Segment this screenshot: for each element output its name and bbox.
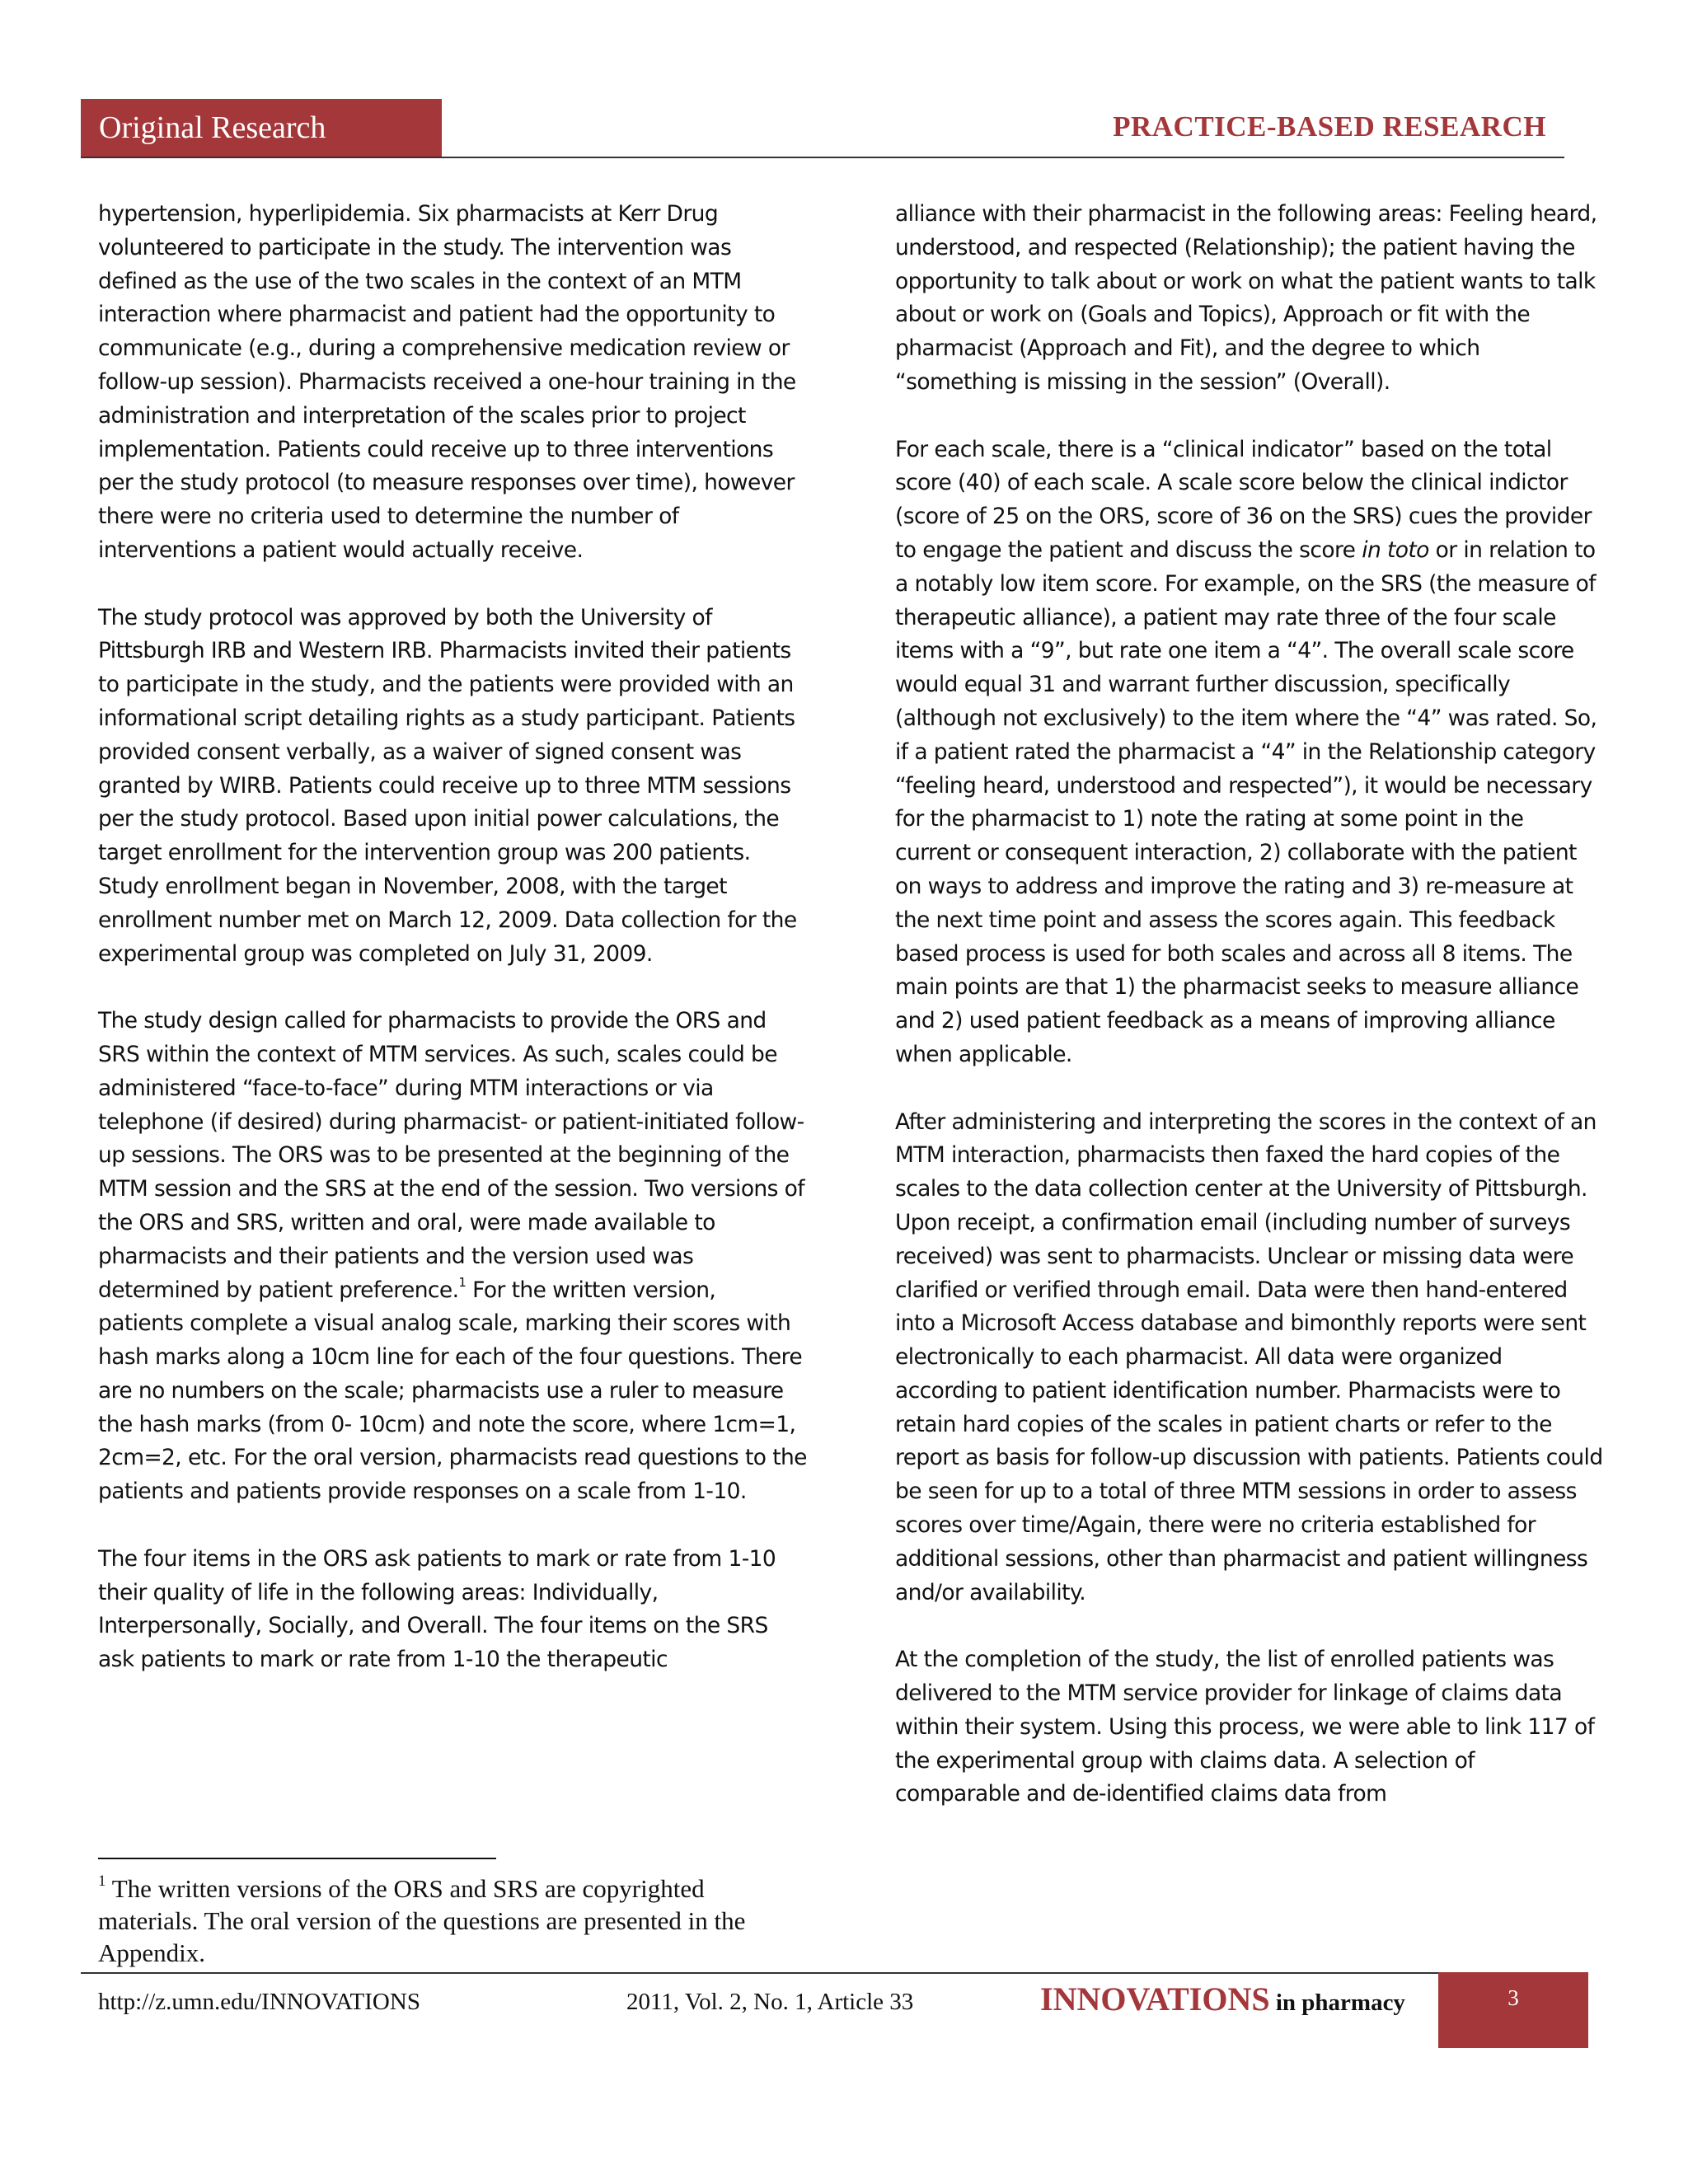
right-paragraph-3: After administering and interpreting the scores in the context of an MTM interaction, pharmacists then faxed the hard copies of the scales to the data collection center at the University of Pittsburgh. Upon receipt, a confirmation email (including number of surveys received) was sent to pharmacists. Unclear or missing data were clarified or verified through email. Data were then hand-entered into a Microsoft Access database and bimonthly reports were sent electronically to each pharmacist. All data were organized according to patient identification number. Pharmacists were to retain hard copies of the scales in patient charts or refer to the report as basis for follow-up discussion with patients. Patients could be seen for up to a total of three MTM sessions in order to assess scores over time/Again, there were no criteria established for additional sessions, other than pharmacist and patient willingness and/or availability.: [895, 1108, 1603, 1605]
section-label: Original Research: [81, 99, 442, 157]
right-paragraph-1: alliance with their pharmacist in the following areas: Feeling heard, understood, and respected (Relationship); the patient having the opportunity to talk about or work on what the patient wants to talk about or work on (Goals and Topics), Approach or fit with the pharmacist (Approach and Fit), and the degree to which “something is missing in the session” (Overall).: [895, 201, 1597, 395]
right-paragraph-2-text-a: For each scale, there is a “clinical indicator” based on the total score (40) of each scale. A scale score below the clinical indictor (score of 25 on the ORS, score of 36 on the SRS) cues the provider to engage the patient and discuss the score: [895, 436, 1592, 563]
journal-suffix: in pharmacy: [1269, 1990, 1405, 2016]
left-paragraph-3: [98, 1005, 807, 1509]
footer-url-link[interactable]: http://z.umn.edu/INNOVATIONS: [98, 1989, 420, 2015]
footnote-marker: 1: [98, 1872, 106, 1890]
header-divider: [81, 157, 1564, 158]
right-paragraph-2-text-b: or in relation to a notably low item score. For example, on the SRS (the measure of therapeutic alliance), a patient may rate three of the four scale items with a “9”, but rate one item a “4”. The overall scale score would equal 31 and warrant further discussion, specifically (although not exclusively) to the item where the “4” was rated. So, if a patient rated the pharmacist a “4” in the Relationship category “feeling heard, understood and respected”), it would be necessary for the pharmacist to 1) note the rating at some point in the current or consequent interaction, 2) collaborate with the patient on ways to address and improve the rating and 3) re-measure at the next time point and assess the scores again. This feedback based process is used for both scales and across all 8 items. The main points are that 1) the pharmacist seeks to measure alliance and 2) used patient feedback as a means of improving alliance when applicable.: [895, 537, 1597, 1067]
journal-name: [1040, 1980, 1405, 2018]
left-paragraph-4: The four items in the ORS ask patients to mark or rate from 1-10 their quality of life in the following areas: Individually, Interpersonally, Socially, and Overall. The four items on the SRS ask patients to mark or rate from 1-10 the therapeutic: [98, 1545, 776, 1673]
left-paragraph-3-text-a: The study design called for pharmacists to provide the ORS and SRS within the context of MTM services. As such, scales could be administered “face-to-face” during MTM interactions or via telephone (if desired) during pharmacist- or patient-initiated follow-up sessions. The ORS was to be presented at the beginning of the MTM session and the SRS at the end of the session. Two versions of the ORS and SRS, written and oral, were made available to pharmacists and their patients and the version used was determined by patient preference.: [98, 1008, 805, 1303]
footnote-text: The written versions of the ORS and SRS are copyrighted materials. The oral version of the questions are presented in the Appendix.: [98, 1874, 746, 1967]
left-column: [98, 198, 807, 1711]
footnote-divider: [98, 1858, 496, 1859]
right-column: [895, 198, 1604, 1845]
footer-citation: 2011, Vol. 2, No. 1, Article 33: [626, 1989, 914, 2015]
right-paragraph-2-italic: in toto: [1362, 537, 1429, 563]
left-paragraph-2: The study protocol was approved by both the University of Pittsburgh IRB and Western IRB. Pharmacists invited their patients to participate in the study, and the patients were provided with an informational script detailing rights as a study participant. Patients provided consent verbally, as a waiver of signed consent was granted by WIRB. Patients could receive up to three MTM sessions per the study protocol. Based upon initial power calculations, the target enrollment for the intervention group was 200 patients. Study enrollment began in November, 2008, with the target enrollment number met on March 12, 2009. Data collection for the experimental group was completed on July 31, 2009.: [98, 604, 797, 967]
footnote: [98, 1872, 782, 1969]
footer-divider: [81, 1972, 1564, 1974]
right-paragraph-2: [895, 434, 1604, 1072]
journal-title: INNOVATIONS: [1040, 1980, 1270, 2018]
footnote-reference[interactable]: 1: [458, 1274, 467, 1290]
left-paragraph-1: hypertension, hyperlipidemia. Six pharmacists at Kerr Drug volunteered to participate in the study. The intervention was defined as the use of the two scales in the context of an MTM interaction where pharmacist and patient had the opportunity to communicate (e.g., during a comprehensive medication review or follow-up session). Pharmacists received a one-hour training in the administration and interpretation of the scales prior to project implementation. Patients could receive up to three interventions per the study protocol (to measure responses over time), however there were no criteria used to determine the number of interventions a patient would actually receive.: [98, 201, 796, 563]
right-paragraph-4: At the completion of the study, the list of enrolled patients was delivered to the MTM service provider for linkage of claims data within their system. Using this process, we were able to link 117 of the experimental group with claims data. A selection of comparable and de-identified claims data from: [895, 1647, 1595, 1807]
category-label: PRACTICE-BASED RESEARCH: [1113, 110, 1546, 143]
page-number: 3: [1438, 1972, 1588, 2048]
left-paragraph-3-text-b: For the written version, patients complete a visual analog scale, marking their scores with hash marks along a 10cm line for each of the four questions. There are no numbers on the scale; pharmacists use a ruler to measure the hash marks (from 0- 10cm) and note the score, where 1cm=1, 2cm=2, etc. For the oral version, pharmacists read questions to the patients and patients provide responses on a scale from 1-10.: [98, 1277, 807, 1505]
